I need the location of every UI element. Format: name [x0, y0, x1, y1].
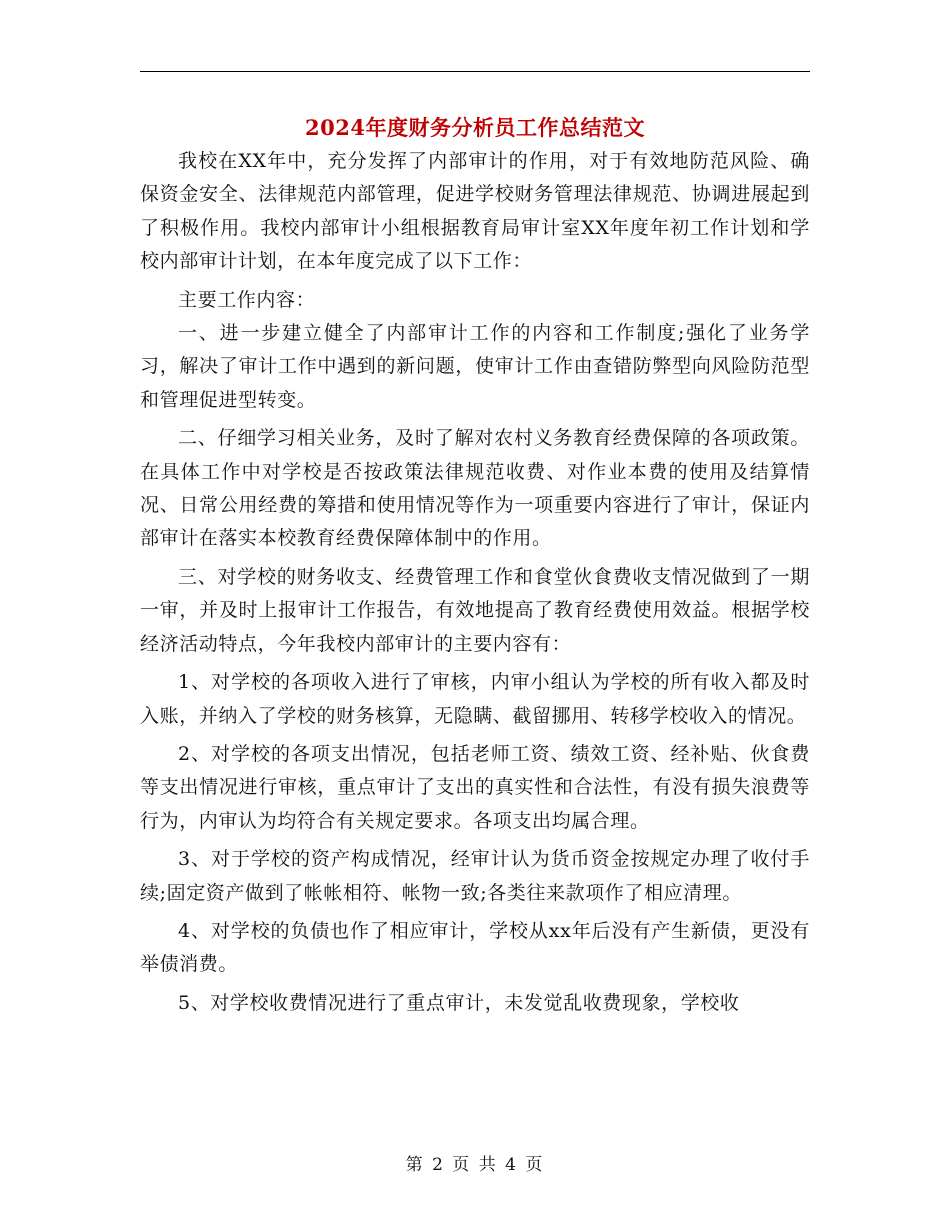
page-footer: 第 2 页 共 4 页	[405, 1155, 545, 1175]
paragraph-sub-1: 1、对学校的各项收入进行了审核，内审小组认为学校的所有收入都及时入账，并纳入了学校的财务核算，无隐瞒、截留挪用、转移学校收入的情况。	[140, 671, 810, 727]
paragraph-sub-2: 2、对学校的各项支出情况，包括老师工资、绩效工资、经补贴、伙食费等支出情况进行审核，重点审计了支出的真实性和合法性，有没有损失浪费等行为，内审认为均符合有关规定要求。各项支出均属合理。	[140, 742, 810, 832]
document-title: 2024年度财务分析员工作总结范文	[305, 115, 645, 140]
paragraph-sub-5: 5、对学校收费情况进行了重点审计，未发觉乱收费现象，学校收	[178, 991, 740, 1014]
header-rule	[140, 71, 810, 72]
document-body	[140, 145, 810, 1025]
paragraph-sub-4: 4、对学校的负债也作了相应审计，学校从xx年后没有产生新债，更没有举债消费。	[140, 919, 810, 976]
paragraph-item-three: 三、对学校的财务收支、经费管理工作和食堂伙食费收支情况做到了一期一审，并及时上报审计工作报告，有效地提高了教育经费使用效益。根据学校经济活动特点，今年我校内部审计的主要内容有：	[140, 565, 810, 655]
paragraph-main-content-heading: 主要工作内容：	[178, 288, 316, 311]
paragraph-sub-3: 3、对于学校的资产构成情况，经审计认为货币资金按规定办理了收付手续;固定资产做到了帐帐相符、帐物一致;各类往来款项作了相应清理。	[140, 848, 810, 904]
paragraph-intro: 我校在XX年中，充分发挥了内部审计的作用，对于有效地防范风险、确保资金安全、法律规范内部管理，促进学校财务管理法律规范、协调进展起到了积极作用。我校内部审计小组根据教育局审计室XX年度年初工作计划和学校内部审计计划，在本年度完成了以下工作：	[140, 150, 810, 273]
paragraph-item-two: 二、仔细学习相关业务，及时了解对农村义务教育经费保障的各项政策。在具体工作中对学校是否按政策法律规范收费、对作业本费的使用及结算情况、日常公用经费的筹措和使用情况等作为一项重要内容进行了审计，保证内部审计在落实本校教育经费保障体制中的作用。	[140, 427, 810, 550]
paragraph-item-one: 一、进一步建立健全了内部审计工作的内容和工作制度;强化了业务学习，解决了审计工作中遇到的新问题，使审计工作由查错防弊型向风险防范型和管理促进型转变。	[140, 322, 810, 411]
